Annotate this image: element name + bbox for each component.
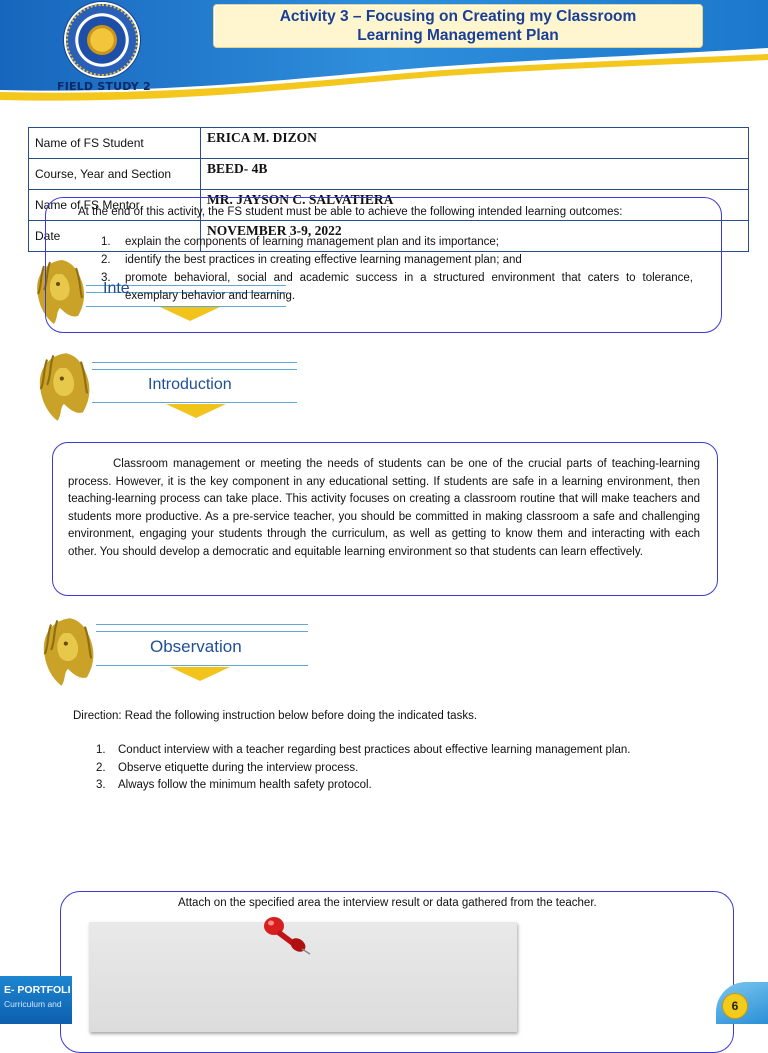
introduction-heading: Introduction bbox=[148, 376, 232, 393]
row-label: Name of FS Mentor bbox=[29, 190, 201, 221]
page-number-badge: 6 bbox=[722, 993, 748, 1019]
observation-heading: Observation bbox=[150, 637, 242, 656]
list-text: Always follow the minimum health safety protocol. bbox=[118, 779, 372, 791]
table-row bbox=[29, 159, 749, 190]
observation-tasks-list bbox=[96, 742, 656, 795]
table-row bbox=[29, 128, 749, 159]
list-text: identify the best practices in creating effective learning management plan; and bbox=[125, 254, 522, 266]
row-value: BEED- 4B bbox=[201, 159, 749, 190]
direction-text: Direction: Read the following instruction below before doing the indicated tasks. bbox=[73, 710, 478, 722]
list-number: 3. bbox=[101, 272, 111, 284]
list-text: promote behavioral, social and academic success in a structured environment that caters to tolerance, exemplary behavior and learning. bbox=[125, 272, 693, 302]
list-number: 2. bbox=[101, 254, 111, 266]
section-heading-partial: Inte bbox=[103, 280, 130, 297]
row-label: Name of FS Student bbox=[29, 128, 201, 159]
list-item bbox=[96, 760, 656, 778]
list-number: 2. bbox=[96, 761, 106, 774]
row-value: ERICA M. DIZON bbox=[201, 128, 749, 159]
ribbon-marker bbox=[166, 404, 226, 418]
list-item bbox=[96, 742, 656, 760]
list-item bbox=[101, 251, 693, 269]
subject-label: FIELD STUDY 2 bbox=[57, 80, 151, 93]
footer-subtitle: Curriculum and bbox=[4, 999, 62, 1009]
activity-title bbox=[213, 4, 703, 48]
ribbon-marker bbox=[170, 667, 230, 681]
ribbon-lines bbox=[96, 624, 308, 632]
outcomes-list bbox=[101, 233, 693, 305]
ribbon-bottom-line bbox=[96, 665, 308, 666]
footer-title: E- PORTFOLI bbox=[4, 984, 71, 996]
list-text: explain the components of learning management plan and its importance; bbox=[125, 236, 499, 248]
list-text: Observe etiquette during the interview process. bbox=[118, 761, 359, 774]
list-text: Conduct interview with a teacher regarding best practices about effective learning management plan. bbox=[118, 744, 631, 756]
row-label: Course, Year and Section bbox=[29, 159, 201, 190]
ribbon-bottom-line bbox=[92, 402, 297, 403]
attach-instruction: Attach on the specified area the interview result or data gathered from the teacher. bbox=[178, 897, 597, 909]
push-pin-icon bbox=[256, 912, 316, 956]
list-item bbox=[96, 777, 656, 795]
activity-title-line1: Activity 3 – Focusing on Creating my Classroom bbox=[279, 8, 637, 25]
lion-head-icon bbox=[34, 349, 96, 425]
list-number: 1. bbox=[96, 744, 106, 756]
row-value: MR. JAYSON C. SALVATIERA bbox=[201, 190, 749, 221]
activity-title-line2: Learning Management Plan bbox=[357, 27, 559, 44]
list-item bbox=[101, 233, 693, 251]
university-seal-icon bbox=[66, 4, 138, 76]
list-item bbox=[101, 269, 693, 305]
ribbon-lines bbox=[92, 362, 297, 370]
list-number: 1. bbox=[101, 236, 111, 248]
outcomes-intro: At the end of this activity, the FS student must be able to achieve the following intended learning outcomes: bbox=[78, 206, 623, 218]
lion-head-icon bbox=[38, 614, 100, 690]
row-label: Date bbox=[29, 221, 201, 252]
introduction-paragraph: Classroom management or meeting the needs of students can be one of the crucial parts of teaching-learning process. However, it is the key component in any educational setting. If students are safe in a learning environment, then teaching-learning process can take place. This activity focuses on creating a classroom routine that will make teachers and students more productive. As a pre-service teacher, you should be committed in making classroom a safe and challenging environment, engaging your students through the curriculum, as well as getting to know them and interacting with each other. You should develop a democratic and equitable learning environment so that students can learn effectively. bbox=[68, 458, 700, 558]
list-number: 3. bbox=[96, 779, 106, 791]
row-value: NOVEMBER 3-9, 2022 bbox=[201, 221, 749, 252]
